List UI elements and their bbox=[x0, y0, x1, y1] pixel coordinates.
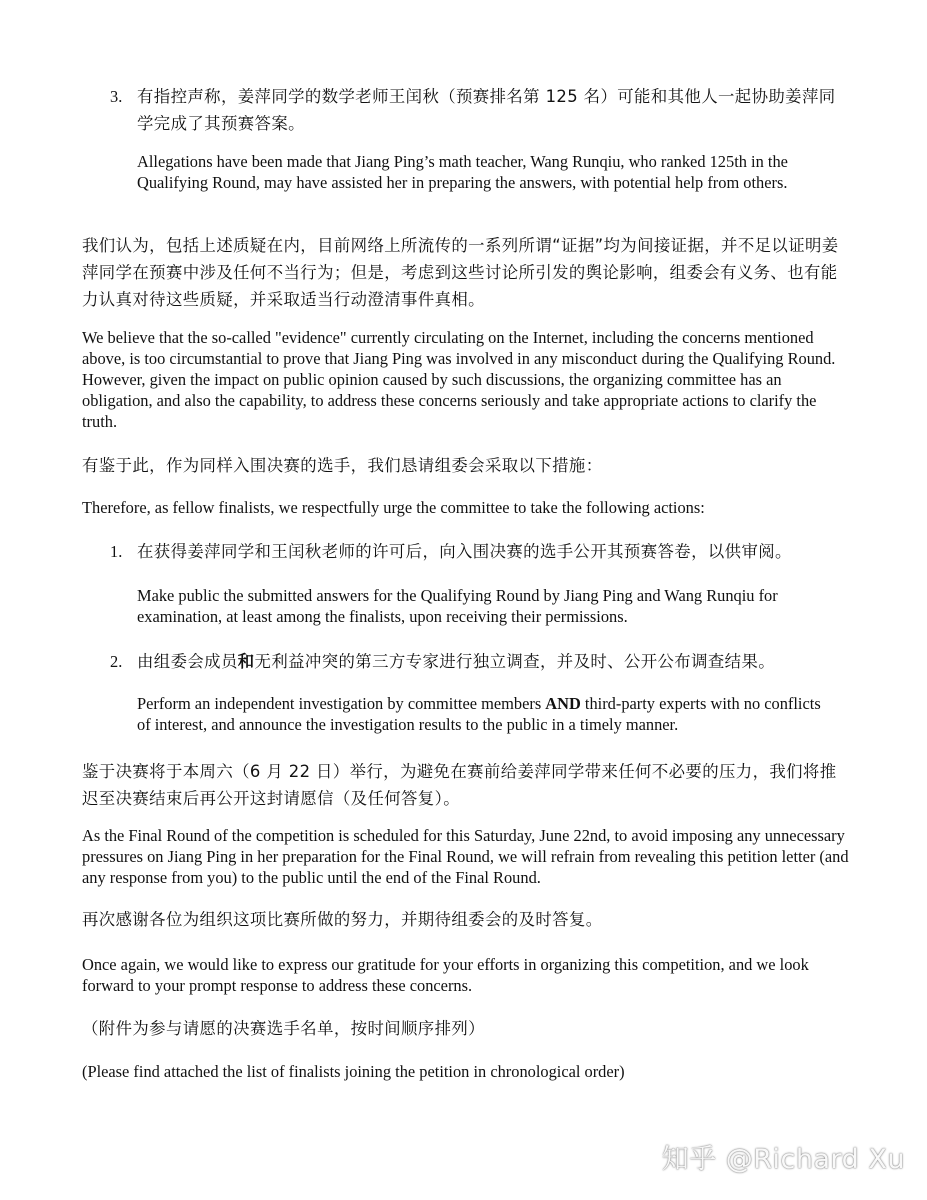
attachment-note-english: (Please find attached the list of finalists joining the petition in chronological order) bbox=[82, 1062, 625, 1081]
therefore-paragraph-chinese: 有鉴于此，作为同样入围决赛的选手，我们恳请组委会采取以下措施： bbox=[82, 456, 603, 475]
item-3-chinese-text: 有指控声称，姜萍同学的数学老师王闰秋（预赛排名第 125 名）可能和其他人一起协助姜萍同学完成了其预赛答案。 bbox=[137, 87, 836, 133]
action-2-chinese-text: 由组委会成员和无利益冲突的第三方专家进行独立调查，并及时、公开公布调查结果。 bbox=[137, 652, 776, 671]
zhihu-watermark: 知乎 @Richard Xu bbox=[661, 1144, 905, 1175]
final-round-paragraph-chinese: 鉴于决赛将于本周六（6 月 22 日）举行，为避免在赛前给姜萍同学带来任何不必要的压力，我们将推迟至决赛结束后再公开这封请愿信（及任何答复）。 bbox=[82, 762, 837, 808]
final-round-paragraph-english: As the Final Round of the competition is scheduled for this Saturday, June 22nd, to avoid imposing any unnecessary pressures on Jiang Ping in her preparation for the Final Round, we will refrain from revealing this petition letter (and any response from you) to the public until the end of the Final Round. bbox=[82, 826, 849, 887]
action-1-number: 1. bbox=[110, 542, 123, 561]
item-3-number: 3. bbox=[110, 87, 123, 106]
action-1-english-text: Make public the submitted answers for the Qualifying Round by Jiang Ping and Wang Runqiu for examination, at least among the finalists, upon receiving their permissions. bbox=[137, 586, 778, 626]
therefore-paragraph-english: Therefore, as fellow finalists, we respectfully urge the committee to take the following actions: bbox=[82, 498, 705, 517]
action-2-number: 2. bbox=[110, 652, 123, 671]
action-2-english-text: Perform an independent investigation by committee members AND third-party experts with no conflicts of interest, and announce the investigation results to the public in a timely manner. bbox=[137, 694, 821, 734]
belief-paragraph-chinese: 我们认为，包括上述质疑在内，目前网络上所流传的一系列所谓“证据”均为间接证据，并不足以证明姜萍同学在预赛中涉及任何不当行为；但是，考虑到这些讨论所引发的舆论影响，组委会有义务、也有能力认真对待这些质疑，并采取适当行动澄清事件真相。 bbox=[82, 236, 839, 309]
item-3-english-text: Allegations have been made that Jiang Ping’s math teacher, Wang Runqiu, who ranked 125th in the Qualifying Round, may have assisted her in preparing the answers, with potential help from others. bbox=[137, 152, 788, 192]
action-1-chinese-text: 在获得姜萍同学和王闰秋老师的许可后，向入围决赛的选手公开其预赛答卷，以供审阅。 bbox=[137, 542, 792, 561]
thanks-paragraph-english: Once again, we would like to express our gratitude for your efforts in organizing this competition, and we look forward to your prompt response to address these concerns. bbox=[82, 955, 809, 995]
belief-paragraph-english: We believe that the so-called "evidence" currently circulating on the Internet, including the concerns mentioned above, is too circumstantial to prove that Jiang Ping was involved in any misconduct during the Qualifying Round. However, given the impact on public opinion caused by such discussions, the organizing committee has an obligation, and also the capability, to address these concerns seriously and take appropriate actions to clarify the truth. bbox=[82, 328, 836, 431]
thanks-paragraph-chinese: 再次感谢各位为组织这项比赛所做的努力，并期待组委会的及时答复。 bbox=[82, 910, 603, 929]
attachment-note-chinese: （附件为参与请愿的决赛选手名单，按时间顺序排列） bbox=[82, 1019, 485, 1038]
